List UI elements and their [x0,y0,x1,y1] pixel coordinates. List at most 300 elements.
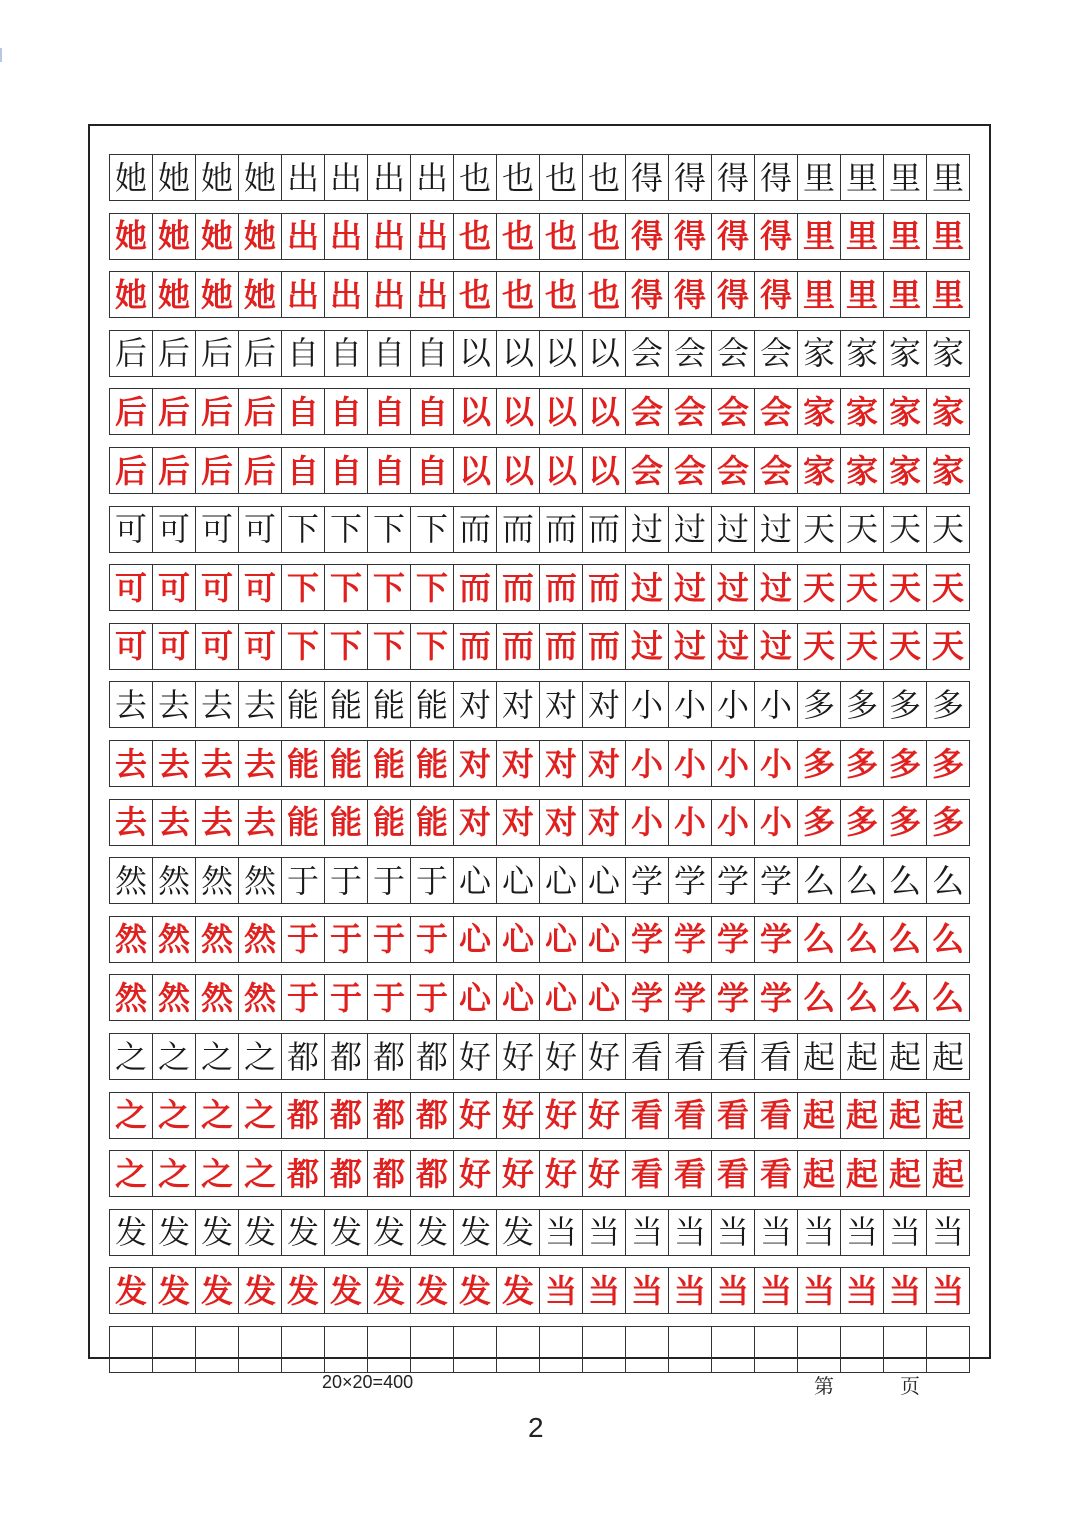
grid-cell: 然 [239,975,282,1020]
grid-cell: 后 [110,448,153,493]
grid-cell: 以 [454,331,497,376]
grid-cell: 于 [368,975,411,1020]
grid-cell: 也 [540,272,583,317]
grid-cell: 去 [196,800,239,845]
grid-cell: 下 [411,624,454,669]
grid-cell: 好 [583,1034,626,1079]
grid-cell: 她 [110,214,153,259]
grid-cell: 之 [239,1151,282,1196]
grid-cell: 天 [884,624,927,669]
grid-cell: 过 [755,624,798,669]
grid-cell: 自 [325,448,368,493]
grid-cell: 发 [239,1268,282,1313]
page-number: 2 [528,1412,544,1443]
grid-cell [239,1327,282,1372]
grid-cell: 也 [497,155,540,200]
grid-cell: 会 [626,389,669,434]
grid-cell: 于 [282,975,325,1020]
grid-cell: 当 [540,1210,583,1255]
grid-cell: 起 [884,1151,927,1196]
grid-cell: 对 [540,800,583,845]
grid-cell: 好 [497,1034,540,1079]
grid-row [109,564,970,611]
grid-cell: 学 [712,975,755,1020]
grid-cell: 小 [626,800,669,845]
grid-cell: 然 [196,917,239,962]
grid-cell: 都 [325,1151,368,1196]
grid-cell: 好 [497,1151,540,1196]
grid-cell: 发 [153,1268,196,1313]
grid-cell: 之 [153,1151,196,1196]
grid-row [109,623,970,670]
grid-cell: 之 [196,1151,239,1196]
grid-cell: 然 [239,917,282,962]
grid-cell: 而 [540,507,583,552]
grid-cell: 过 [626,565,669,610]
grid-cell: 能 [282,682,325,727]
grid-cell: 能 [325,682,368,727]
grid-cell: 也 [454,155,497,200]
grid-cell: 得 [755,155,798,200]
grid-cell: 当 [884,1268,927,1313]
grid-cell: 得 [626,214,669,259]
grid-cell: 得 [712,272,755,317]
grid-cell: 而 [583,565,626,610]
grid-cell: 当 [712,1210,755,1255]
grid-cell: 然 [153,917,196,962]
grid-cell: 去 [110,800,153,845]
grid-cell: 会 [626,331,669,376]
grid-cell: 里 [931,275,964,314]
grid-cell: 起 [798,1093,841,1138]
grid-cell: 去 [153,682,196,727]
grid-cell: 然 [110,917,153,962]
grid-cell: 好 [454,1093,497,1138]
grid-cell: 当 [931,1213,964,1252]
grid-cell: 发 [454,1210,497,1255]
grid-cell: 于 [325,917,368,962]
grid-cell: 她 [110,155,153,200]
grid-cell: 得 [755,214,798,259]
grid-cell: 下 [368,565,411,610]
grid-cell: 后 [196,448,239,493]
grid-cell: 去 [153,800,196,845]
grid-cell: 么 [884,917,927,962]
grid-cell: 以 [540,448,583,493]
grid-cell: 都 [368,1034,411,1079]
grid-cell: 得 [669,272,712,317]
grid-row [109,1092,970,1139]
grid-cell: 出 [411,272,454,317]
grid-cell: 之 [196,1093,239,1138]
grid-cell: 当 [540,1268,583,1313]
grid-cell: 天 [841,624,884,669]
grid-cell: 之 [239,1093,282,1138]
grid-cell: 之 [196,1034,239,1079]
grid-cell: 于 [411,858,454,903]
grid-cell [798,1327,841,1372]
grid-cell: 都 [368,1151,411,1196]
grid-cell: 发 [497,1268,540,1313]
grid-cell: 可 [196,624,239,669]
grid-cell: 多 [884,800,927,845]
grid-cell: 她 [153,155,196,200]
grid-cell: 当 [798,1210,841,1255]
grid-cell: 而 [497,507,540,552]
grid-cell: 之 [153,1093,196,1138]
grid-cell: 她 [153,214,196,259]
grid-cell: 可 [110,565,153,610]
grid-spec-label: 20×20=400 [322,1372,414,1392]
grid-cell: 学 [712,917,755,962]
grid-cell: 也 [454,272,497,317]
grid-cell: 而 [497,565,540,610]
grid-cell: 心 [497,858,540,903]
grid-cell: 当 [669,1268,712,1313]
grid-cell: 多 [884,741,927,786]
grid-cell: 过 [626,507,669,552]
grid-cell: 对 [454,741,497,786]
grid-cell: 后 [196,331,239,376]
grid-cell: 对 [583,800,626,845]
grid-cell: 会 [669,331,712,376]
page-label-ye: 页 [900,1374,920,1398]
grid-row [109,388,970,435]
grid-cell: 么 [884,858,927,903]
grid-cell: 家 [841,448,884,493]
grid-cell: 下 [325,507,368,552]
grid-cell: 发 [239,1210,282,1255]
grid-cell: 看 [626,1093,669,1138]
grid-cell: 好 [454,1151,497,1196]
grid-cell: 之 [153,1034,196,1079]
grid-cell: 多 [884,682,927,727]
grid-cell: 小 [712,800,755,845]
grid-row [109,506,970,553]
grid-cell: 自 [411,331,454,376]
grid-cell: 好 [497,1093,540,1138]
grid-cell: 可 [110,624,153,669]
grid-cell: 自 [411,448,454,493]
grid-row [109,1150,970,1197]
grid-cell: 也 [497,214,540,259]
grid-cell: 好 [540,1151,583,1196]
grid-cell: 而 [540,624,583,669]
grid-cell: 都 [411,1034,454,1079]
grid-cell: 于 [282,917,325,962]
grid-cell: 也 [540,155,583,200]
grid-cell [368,1327,411,1372]
grid-cell: 学 [669,917,712,962]
corner-mark [0,48,2,62]
grid-cell: 以 [583,389,626,434]
grid-cell: 于 [282,858,325,903]
grid-cell: 学 [712,858,755,903]
grid-cell: 天 [931,627,964,666]
grid-cell: 而 [497,624,540,669]
grid-cell: 学 [626,858,669,903]
grid-row [109,799,970,846]
grid-cell: 起 [841,1151,884,1196]
grid-cell: 起 [931,1096,964,1135]
grid-cell: 家 [841,389,884,434]
grid-cell: 后 [153,448,196,493]
grid-cell: 后 [196,389,239,434]
grid-cell: 家 [931,392,964,431]
grid-cell: 而 [454,624,497,669]
grid-cell: 去 [239,682,282,727]
grid-cell: 发 [282,1268,325,1313]
grid-cell: 会 [755,389,798,434]
grid-cell: 可 [153,507,196,552]
grid-cell: 而 [454,507,497,552]
grid-cell: 出 [411,214,454,259]
grid-cell: 得 [626,155,669,200]
grid-cell: 天 [841,507,884,552]
grid-cell: 过 [712,565,755,610]
grid-cell: 也 [583,155,626,200]
grid-cell: 当 [583,1268,626,1313]
grid-cell: 自 [368,389,411,434]
grid-cell: 么 [841,917,884,962]
grid-row [109,1326,970,1373]
grid-cell: 家 [841,331,884,376]
grid-cell: 她 [239,214,282,259]
grid-cell: 她 [196,155,239,200]
grid-cell: 当 [755,1268,798,1313]
grid-cell: 能 [325,800,368,845]
grid-cell: 看 [669,1151,712,1196]
grid-cell: 好 [540,1093,583,1138]
grid-row [109,916,970,963]
grid-cell: 小 [712,741,755,786]
grid-cell: 好 [583,1093,626,1138]
grid-cell: 发 [411,1268,454,1313]
grid-cell: 对 [497,682,540,727]
grid-cell: 出 [325,214,368,259]
grid-cell: 天 [798,624,841,669]
grid-cell: 可 [153,565,196,610]
grid-cell [497,1327,540,1372]
grid-cell: 以 [454,448,497,493]
grid-cell: 天 [931,510,964,549]
grid-cell: 会 [669,389,712,434]
grid-cell: 而 [583,624,626,669]
grid-cell: 对 [583,682,626,727]
grid-cell: 而 [540,565,583,610]
grid-cell: 对 [583,741,626,786]
grid-cell: 起 [841,1034,884,1079]
grid-cell: 于 [368,858,411,903]
grid-row [109,154,970,201]
grid-cell: 能 [411,682,454,727]
grid-cell: 里 [931,158,964,197]
grid-cell: 么 [798,975,841,1020]
grid-cell: 后 [110,331,153,376]
grid-cell: 学 [626,975,669,1020]
grid-cell: 当 [931,1271,964,1310]
grid-cell: 之 [239,1034,282,1079]
grid-cell: 心 [497,975,540,1020]
grid-cell: 心 [583,858,626,903]
grid-cell: 能 [411,741,454,786]
grid-row [109,271,970,318]
grid-cell: 看 [669,1093,712,1138]
grid-cell: 能 [325,741,368,786]
grid-row [109,974,970,1021]
grid-row [109,740,970,787]
grid-cell: 心 [454,858,497,903]
grid-cell: 得 [755,272,798,317]
grid-cell: 出 [282,214,325,259]
grid-cell: 发 [282,1210,325,1255]
grid-cell: 里 [798,272,841,317]
grid-cell: 下 [325,565,368,610]
grid-cell: 当 [712,1268,755,1313]
grid-cell: 自 [282,448,325,493]
grid-cell: 后 [239,448,282,493]
grid-cell: 也 [583,272,626,317]
grid-cell: 心 [454,975,497,1020]
grid-cell: 么 [798,917,841,962]
grid-row [109,681,970,728]
grid-cell: 自 [368,331,411,376]
grid-cell: 下 [368,507,411,552]
grid-cell: 去 [196,741,239,786]
grid-cell: 当 [798,1268,841,1313]
grid-cell: 后 [153,389,196,434]
grid-cell: 得 [669,214,712,259]
grid-cell: 去 [153,741,196,786]
grid-cell: 去 [239,800,282,845]
grid-cell: 对 [497,741,540,786]
grid-cell: 可 [196,565,239,610]
grid-cell [196,1327,239,1372]
grid-cell: 发 [454,1268,497,1313]
grid-cell: 对 [540,682,583,727]
grid-cell: 心 [497,917,540,962]
grid-cell: 她 [153,272,196,317]
grid-cell: 对 [497,800,540,845]
grid-cell: 小 [669,800,712,845]
grid-cell [282,1327,325,1372]
grid-cell: 心 [454,917,497,962]
grid-cell: 然 [239,858,282,903]
grid-cell: 里 [884,155,927,200]
grid-cell: 能 [282,800,325,845]
grid-cell: 都 [411,1151,454,1196]
grid-cell: 后 [239,331,282,376]
grid-cell: 起 [841,1093,884,1138]
grid-cell: 多 [841,800,884,845]
grid-cell: 家 [931,334,964,373]
grid-cell: 学 [669,858,712,903]
grid-cell [927,1327,969,1372]
grid-cell: 发 [153,1210,196,1255]
grid-cell: 小 [626,682,669,727]
grid-cell: 可 [239,507,282,552]
grid-cell: 对 [454,800,497,845]
writing-grid-sheet [88,124,991,1359]
grid-cell: 于 [411,975,454,1020]
grid-cell: 多 [931,803,964,842]
grid-cell: 自 [411,389,454,434]
grid-cell: 家 [798,389,841,434]
grid-cell: 能 [368,800,411,845]
grid-cell: 下 [282,565,325,610]
grid-cell [841,1327,884,1372]
grid-cell: 学 [669,975,712,1020]
grid-cell: 起 [798,1034,841,1079]
grid-cell: 下 [411,565,454,610]
grid-cell [411,1327,454,1372]
grid-cell: 然 [153,975,196,1020]
grid-cell [110,1327,153,1372]
grid-cell: 看 [755,1034,798,1079]
grid-cell: 么 [931,861,964,900]
grid-cell: 发 [110,1268,153,1313]
grid-cell [153,1327,196,1372]
grid-cell: 都 [325,1093,368,1138]
grid-cell: 小 [755,682,798,727]
grid-cell: 会 [712,389,755,434]
grid-cell: 她 [196,272,239,317]
grid-cell: 也 [454,214,497,259]
grid-cell: 自 [282,389,325,434]
grid-cell: 看 [755,1093,798,1138]
grid-row [109,1033,970,1080]
grid-cell: 当 [669,1210,712,1255]
grid-cell: 下 [368,624,411,669]
grid-cell: 发 [368,1268,411,1313]
grid-row [109,857,970,904]
grid-cell [669,1327,712,1372]
grid-cell: 天 [798,507,841,552]
grid-cell: 都 [368,1093,411,1138]
grid-cell: 当 [884,1210,927,1255]
grid-cell: 于 [411,917,454,962]
grid-cell: 看 [669,1034,712,1079]
grid-cell: 么 [884,975,927,1020]
grid-cell: 自 [325,389,368,434]
grid-cell: 会 [712,331,755,376]
grid-row [109,1267,970,1314]
grid-cell: 小 [712,682,755,727]
grid-cell: 小 [669,741,712,786]
grid-cell: 出 [325,272,368,317]
grid-cell: 起 [931,1037,964,1076]
grid-cell: 自 [282,331,325,376]
grid-cell: 出 [411,155,454,200]
grid-cell: 起 [884,1034,927,1079]
grid-row [109,1209,970,1256]
grid-cell: 好 [540,1034,583,1079]
grid-cell: 多 [841,682,884,727]
grid-cell: 心 [540,917,583,962]
grid-cell: 多 [931,744,964,783]
grid-cell: 可 [239,565,282,610]
grid-cell: 以 [497,389,540,434]
grid-cell: 以 [540,389,583,434]
grid-cell: 家 [798,448,841,493]
grid-cell: 天 [841,565,884,610]
grid-row [109,213,970,260]
grid-cell: 得 [669,155,712,200]
grid-cell: 过 [669,565,712,610]
grid-cell: 心 [540,858,583,903]
grid-cell: 过 [712,507,755,552]
grid-cell: 也 [540,214,583,259]
